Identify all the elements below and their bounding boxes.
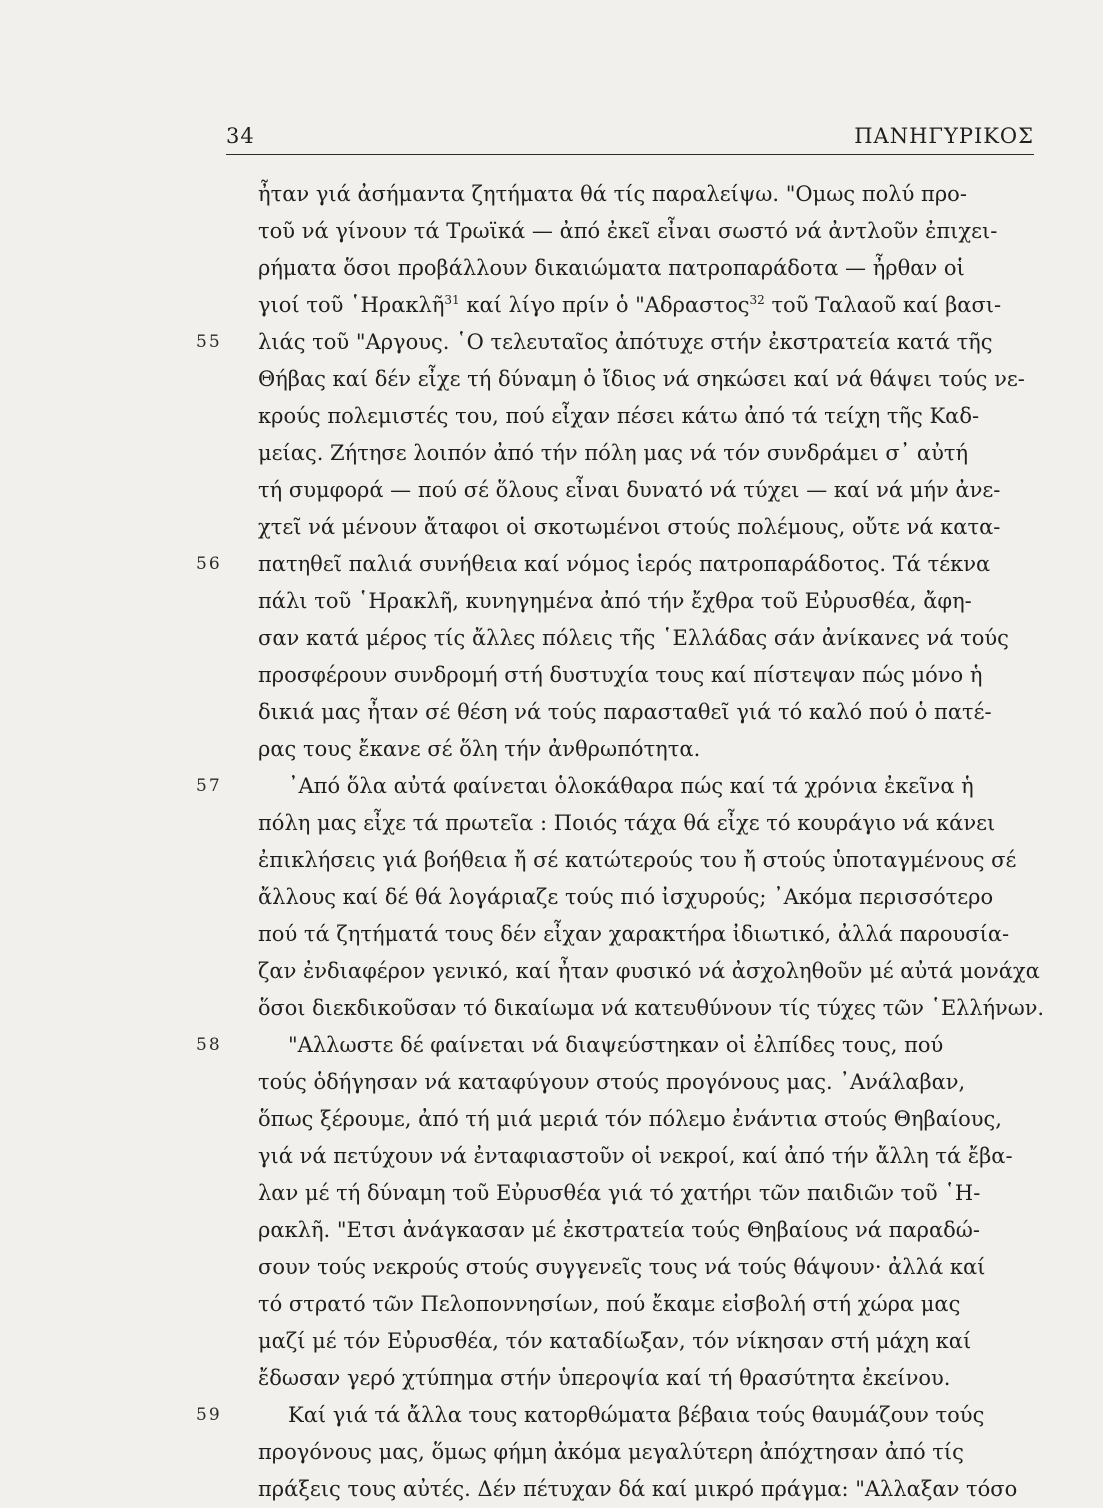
text-line	[196, 768, 1044, 805]
line-text: ὅπως ξέρουμε, ἀπό τή μιά μεριά τόν πόλεμο ἐνάντια στούς Θηβαίους,	[258, 1107, 1002, 1131]
line-text: πράξεις τους αὐτές. Δέν πέτυχαν δά καί μικρό πράγμα: "Αλλαξαν τόσο	[258, 1477, 1018, 1501]
text-line	[258, 213, 1044, 250]
line-text: κρούς πολεμιστές του, πού εἶχαν πέσει κάτω ἀπό τά τείχη τῆς Καδ-	[258, 404, 980, 428]
line-text: προγόνους μας, ὅμως φήμη ἀκόμα μεγαλύτερη ἀπόχτησαν ἀπό τίς	[258, 1440, 964, 1464]
text-line	[258, 1471, 1044, 1508]
line-text: γιά νά πετύχουν νά ἐνταφιαστοῦν οἱ νεκροί, καί ἀπό τήν ἄλλη τά ἔβα-	[258, 1144, 1013, 1168]
line-text: Θήβας καί δέν εἶχε τή δύναμη ὁ ἴδιος νά σηκώσει καί νά θάψει τούς νε-	[258, 367, 1025, 391]
text-line	[258, 250, 1044, 287]
text-line	[258, 990, 1044, 1027]
text-line	[258, 435, 1044, 472]
running-title: ΠΑΝΗΓΥΡΙΚΟΣ	[854, 124, 1034, 148]
text-line	[258, 805, 1044, 842]
text-segment: τοῦ Ταλαοῦ καί βασι-	[764, 293, 1002, 317]
text-line	[258, 916, 1044, 953]
line-text: χτεῖ νά μένουν ἄταφοι οἱ σκοτωμένοι στούς πολέμους, οὔτε νά κατα-	[258, 515, 1001, 539]
line-text: ρακλῆ. "Ετσι ἀνάγκασαν μέ ἐκστρατεία τούς Θηβαίους νά παραδώ-	[258, 1218, 981, 1242]
line-text: τή συμφορά — πού σέ ὅλους εἶναι δυνατό νά τύχει — καί νά μήν ἀνε-	[258, 478, 1001, 502]
text-line	[258, 361, 1044, 398]
line-text: προσφέρουν συνδρομή στή δυστυχία τους καί πίστεψαν πώς μόνο ἡ	[258, 663, 983, 687]
line-text: μείας. Ζήτησε λοιπόν ἀπό τήν πόλη μας νά τόν συνδράμει σ᾽ αὐτή	[258, 441, 969, 465]
text-line	[258, 657, 1044, 694]
text-line	[258, 620, 1044, 657]
text-line	[258, 1249, 1044, 1286]
text-line	[196, 1397, 1044, 1434]
section-number: 56	[196, 554, 222, 574]
line-text: σουν τούς νεκρούς στούς συγγενεῖς τους νά τούς θάψουν· ἀλλά καί	[258, 1255, 986, 1279]
line-text: ρήματα ὅσοι προβάλλουν δικαιώματα πατροπαράδοτα — ἦρθαν οἱ	[258, 256, 965, 280]
line-text: πού τά ζητήματά τους δέν εἶχαν χαρακτήρα ἰδιωτικό, ἀλλά παρουσία-	[258, 922, 1010, 946]
text-segment: καί λίγο πρίν ὁ "Αδραστος	[459, 293, 750, 317]
line-text: τούς ὁδήγησαν νά καταφύγουν στούς προγόνους μας. ᾽Ανάλαβαν,	[258, 1070, 966, 1094]
text-line	[258, 1212, 1044, 1249]
section-number: 58	[196, 1035, 222, 1055]
line-text: μαζί μέ τόν Εὐρυσθέα, τόν καταδίωξαν, τόν νίκησαν στή μάχη καί	[258, 1329, 972, 1353]
footnote-ref: 32	[749, 293, 765, 307]
text-line	[258, 1101, 1044, 1138]
text-line	[258, 1323, 1044, 1360]
text-line	[258, 509, 1044, 546]
text-line	[258, 398, 1044, 435]
line-text: πόλη μας εἶχε τά πρωτεῖα : Ποιός τάχα θά εἶχε τό κουράγιο νά κάνει	[258, 811, 996, 835]
line-text: Καί γιά τά ἄλλα τους κατορθώματα βέβαια τούς θαυμάζουν τούς	[288, 1403, 985, 1427]
text-line	[258, 953, 1044, 990]
line-text: ἄλλους καί δέ θά λογάριαζε τούς πιό ἰσχυρούς; ᾽Ακόμα περισσότερο	[258, 885, 994, 909]
text-line	[196, 546, 1044, 583]
body-text	[196, 176, 1044, 1508]
line-text: ἐπικλήσεις γιά βοήθεια ἤ σέ κατώτερούς του ἤ στούς ὑποταγμένους σέ	[258, 848, 1017, 872]
page-header	[226, 124, 1034, 155]
line-text: ζαν ἐνδιαφέρον γενικό, καί ἦταν φυσικό νά ἀσχοληθοῦν μέ αὐτά μονάχα	[258, 959, 1040, 983]
text-line	[258, 1286, 1044, 1323]
line-text: ἔδωσαν γερό χτύπημα στήν ὑπεροψία καί τή θρασύτητα ἐκείνου.	[258, 1366, 951, 1390]
text-line	[258, 694, 1044, 731]
text-line	[258, 1064, 1044, 1101]
text-segment: γιοί τοῦ ῾Ηρακλῆ	[258, 293, 445, 317]
text-line	[196, 1027, 1044, 1064]
text-line	[258, 287, 1044, 324]
text-line	[258, 879, 1044, 916]
text-line	[258, 1360, 1044, 1397]
line-text: λαν μέ τή δύναμη τοῦ Εὐρυσθέα γιά τό χατήρι τῶν παιδιῶν τοῦ ῾Η-	[258, 1181, 981, 1205]
text-line	[258, 1434, 1044, 1471]
line-text: δικιά μας ἦταν σέ θέση νά τούς παρασταθεῖ γιά τό καλό πού ὁ πατέ-	[258, 700, 992, 724]
text-line	[258, 472, 1044, 509]
line-text: ρας τους ἔκανε σέ ὅλη τήν ἀνθρωπότητα.	[258, 737, 701, 761]
text-line	[258, 731, 1044, 768]
line-text: τοῦ νά γίνουν τά Τρωϊκά — ἀπό ἐκεῖ εἶναι σωστό νά ἀντλοῦν ἐπιχει-	[258, 219, 998, 243]
line-text: ὅσοι διεκδικοῦσαν τό δικαίωμα νά κατευθύνουν τίς τύχες τῶν ῾Ελλήνων.	[258, 996, 1044, 1020]
line-text: τό στρατό τῶν Πελοποννησίων, πού ἔκαμε εἰσβολή στή χώρα μας	[258, 1292, 961, 1316]
section-number: 59	[196, 1405, 222, 1425]
text-line	[258, 842, 1044, 879]
line-text: πάλι τοῦ ῾Ηρακλῆ, κυνηγημένα ἀπό τήν ἔχθρα τοῦ Εὐρυσθέα, ἄφη-	[258, 589, 972, 613]
line-text: σαν κατά μέρος τίς ἄλλες πόλεις τῆς ῾Ελλάδας σάν ἀνίκανες νά τούς	[258, 626, 1009, 650]
text-line	[258, 1175, 1044, 1212]
line-text: ἦταν γιά ἀσήμαντα ζητήματα θά τίς παραλείψω. "Ομως πολύ προ-	[258, 182, 967, 206]
line-text: ᾽Από ὅλα αὐτά φαίνεται ὁλοκάθαρα πώς καί τά χρόνια ἐκεῖνα ἡ	[288, 774, 974, 798]
text-line	[258, 176, 1044, 213]
text-line	[258, 1138, 1044, 1175]
line-text: λιάς τοῦ "Αργους. ῾Ο τελευταῖος ἀπότυχε στήν ἐκστρατεία κατά τῆς	[258, 330, 993, 354]
section-number: 57	[196, 776, 222, 796]
section-number: 55	[196, 332, 222, 352]
text-line	[196, 324, 1044, 361]
footnote-ref: 31	[444, 293, 460, 307]
line-text: πατηθεῖ παλιά συνήθεια καί νόμος ἱερός πατροπαράδοτος. Τά τέκνα	[258, 552, 991, 576]
page-number: 34	[226, 124, 255, 148]
text-line	[258, 583, 1044, 620]
line-text: "Αλλωστε δέ φαίνεται νά διαψεύστηκαν οἱ ἐλπίδες τους, πού	[288, 1033, 944, 1057]
